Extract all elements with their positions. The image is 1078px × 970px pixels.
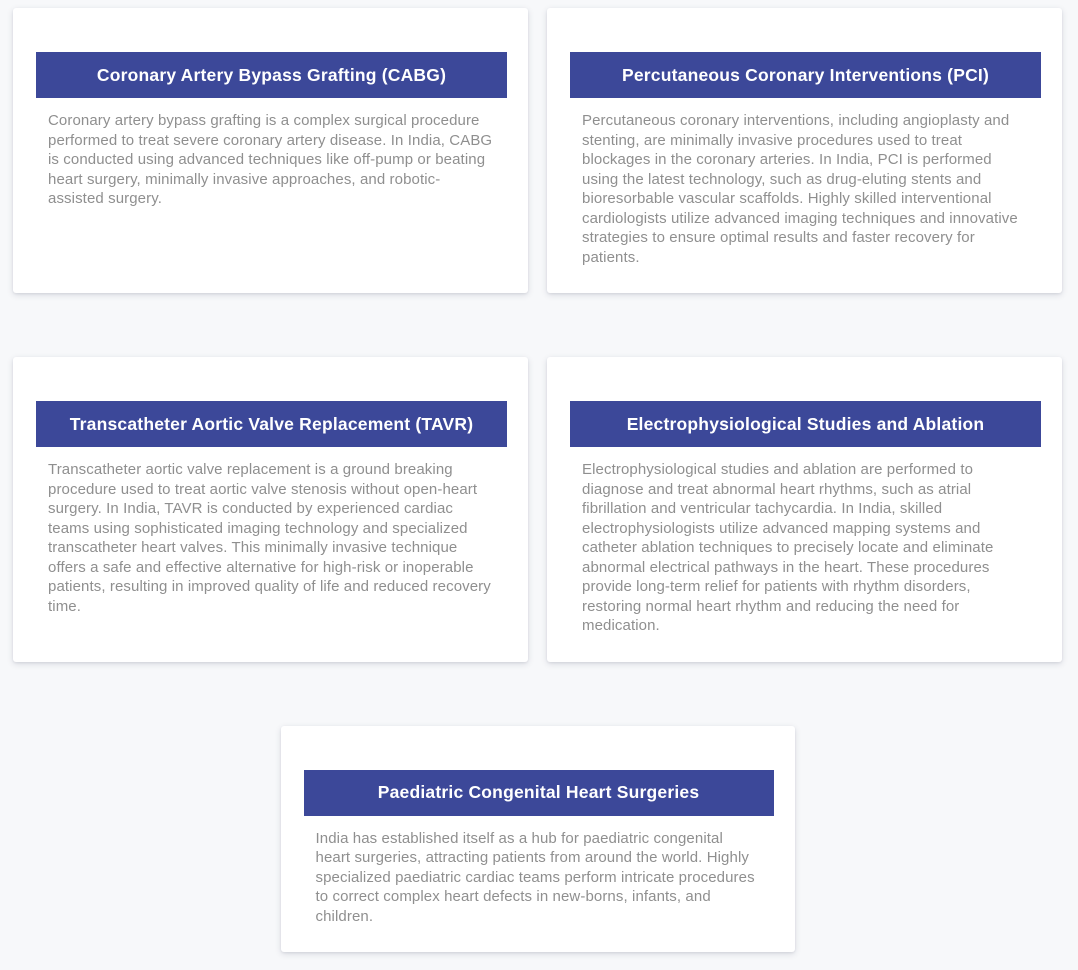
card-pci-title-banner: Percutaneous Coronary Interventions (PCI)	[570, 52, 1041, 98]
procedures-card-grid	[13, 8, 1062, 952]
card-paediatric-description: India has established itself as a hub for paediatric congenital heart surgeries, attracting patients from around the world. Highly specialized paediatric cardiac teams perform intricate procedures to correct complex heart defects in new-borns, infants, and children.	[315, 829, 755, 925]
card-pci	[547, 8, 1062, 293]
bottom-centered-row	[13, 726, 1062, 953]
card-electrophysiology-description: Electrophysiological studies and ablation are performed to diagnose and treat abnormal heart rhythms, such as atrial fibrillation and ventricular tachycardia. In India, skilled electrophysiologists utilize advanced mapping systems and catheter ablation techniques to precisely locate and eliminate abnormal electrical pathways in the heart. These procedures provide long-term relief for patients with rhythm disorders, restoring normal heart rhythm and reducing the need for medication.	[582, 461, 994, 634]
card-tavr-description: Transcatheter aortic valve replacement is a ground breaking procedure used to treat aortic valve stenosis without open-heart surgery. In India, TAVR is conducted by experienced cardiac teams using sophisticated imaging technology and specialized transcatheter heart valves. This minimally invasive technique offers a safe and effective alternative for high-risk or inoperable patients, resulting in improved quality of life and reduced recovery time.	[48, 461, 491, 615]
card-cabg	[13, 8, 528, 293]
card-paediatric	[281, 726, 795, 953]
card-cabg-title-banner: Coronary Artery Bypass Grafting (CABG)	[36, 52, 507, 98]
card-electrophysiology-title-banner: Electrophysiological Studies and Ablation	[570, 401, 1041, 447]
card-electrophysiology	[547, 357, 1062, 662]
card-tavr-title-banner: Transcatheter Aortic Valve Replacement (TAVR)	[36, 401, 507, 447]
card-pci-description: Percutaneous coronary interventions, including angioplasty and stenting, are minimally invasive procedures used to treat blockages in the coronary arteries. In India, PCI is performed using the latest technology, such as drug-eluting stents and bioresorbable vascular scaffolds. Highly skilled interventional cardiologists utilize advanced imaging techniques and innovative strategies to ensure optimal results and faster recovery for patients.	[582, 112, 1018, 266]
card-cabg-description: Coronary artery bypass grafting is a complex surgical procedure performed to treat severe coronary artery disease. In India, CABG is conducted using advanced techniques like off-pump or beating heart surgery, minimally invasive approaches, and robotic-assisted surgery.	[48, 112, 493, 207]
card-paediatric-title-banner: Paediatric Congenital Heart Surgeries	[304, 770, 774, 816]
card-tavr	[13, 357, 528, 662]
